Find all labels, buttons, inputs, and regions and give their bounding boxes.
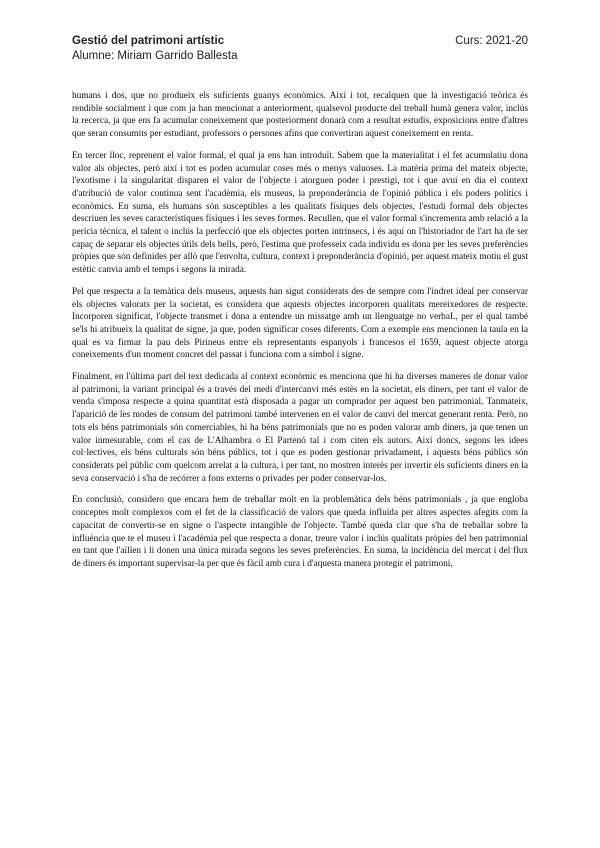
document-body	[72, 90, 528, 580]
document-title: Gestió del patrimoni artístic	[72, 35, 225, 47]
paragraph: En tercer lloc, reprenent el valor formal, el qual ja ens han introduït. Sabem que la materialitat i el fet acumulatiu dona valor als objectes, però així i tot es poden acumular coses més o menys valuoses. La matèria prima del mateix objecte, l'exotisme i la singularitat disparen el valor de l'objecte i atorguen poder i prestigi, tot i que avui en dia el context d'atribució de valor continua sent l'acadèmia, els museus, la preponderància de l'opinió pública i els poders polítics i econòmics. En suma, els humans són susceptibles a les qualitats físiques dels objectes, l'estudi formal dels objectes descriuen les seves característiques físiques i les seves formes. Recullen, que el valor formal s'incrementa amb relació a la perícia tècnica, el talent o inclús la perfecció que els objectes porten intrínsecs, i és aquí on l'historiador de l'art ha de ser capaç de separar els objectes útils dels bells, però, l'estima que professeix cada individu es dona per les seves preferències pròpies que són definides per allò que l'envolta, cultura, context i preponderància d'opinió, per aquest mateix motiu el gust estètic canvia amb el temps i segons la mirada.	[72, 150, 528, 276]
header-top-row	[72, 34, 528, 49]
student-name: Alumne: Miriam Garrido Ballesta	[72, 50, 238, 62]
paragraph: En conclusió, considero que encara hem de treballar molt en la problemàtica dels béns patrimonials , ja que engloba conceptes molt complexos com el fet de la classificació de valors que queda influïda per altres aspectes afegits com la capacitat de convertir-se en signe o l'aspecte intangible de l'objecte. També queda clar que s'ha de treballar sobre la influència que te el museu i l'acadèmia pel que respecta a donar, treure valor i inclús qualitats pròpies del ben patrimonial en tant que l'aïllen i li donen una única mirada segons les seves preferències. En suma, la incidència del mercat i del flux de diners és important supervisar-la per que és fàcil amb cura i d'aquesta manera protegir el patrimoni,	[72, 495, 528, 569]
paragraph: Pel que respecta a la temàtica dels museus, aquests han sigut considerats des de sempre com l'indret ideal per conservar els objectes valorats per la societat, es considera que aquests objectes incorporen qualitats mereixedores de respecte. Incorporen significat, l'objecte transmet i dona a entendre un missatge amb un llenguatge no verbaL, per el qual també se'ls hi atribueix la qualitat de signe, ja que, poden significar coses diferents. Com a exemple ens mencionen la taula en la qual es va firmar la pau dels Pirineus entre els representants espanyols i francesos el 1659, aquest objecte atorga coneixements d'un moment concret del passat i funciona com a símbol i signe.	[72, 286, 528, 361]
page-header	[72, 34, 528, 64]
paragraph: humans i dos, que no produeix els suficients guanys econòmics. Així i tot, recalquen que la investigació teòrica és rendible socialment i que com ja han mencionat a anteriorment, qualsevol producte del treball humà genera valor, inclús la recerca, ja que ens fa acumular coneixement que posteriorment donarà com a resultat estudis, exposicions entre d'altres que seran consumits per estudiant, professors o persones afins que convertiran aquest coneixement en renta.	[72, 91, 528, 140]
paragraph: Finalment, en l'última part del text dedicada al context econòmic es menciona que hi ha diverses maneres de donar valor al patrimoni, la variant principal és a través del medi d'intercanvi més estès en la societat, els diners, per tant el valor de venda s'imposa respecte a quina quantitat està disposada a pagar un comprador per aquest ben patrimonial. Tanmateix, l'aparició de les modes de consum del patrimoni també intervenen en el valor de canvi del mercat generant renta. Però, no tots els béns patrimonials són comerciables, hi ha béns patrimonials que no es poden valorar amb diners, ja que tenen un valor inmesurable, com el cas de L'Alhambra o El Partenó tal i com citen els autors. Així doncs, segons les idees col·lectives, els béns culturals són béns públics, tot i que es poden gestionar privadament, i aquests béns públics són considerats pel públic com quelcom arrelat a la cultura, i per tant, no mostren interès per invertir els suficients diners en la seva conservació i s'ha de recórrer a fons externs o privades per poder conservar-los.	[72, 372, 528, 484]
course-year: Curs: 2021-20	[455, 35, 528, 47]
